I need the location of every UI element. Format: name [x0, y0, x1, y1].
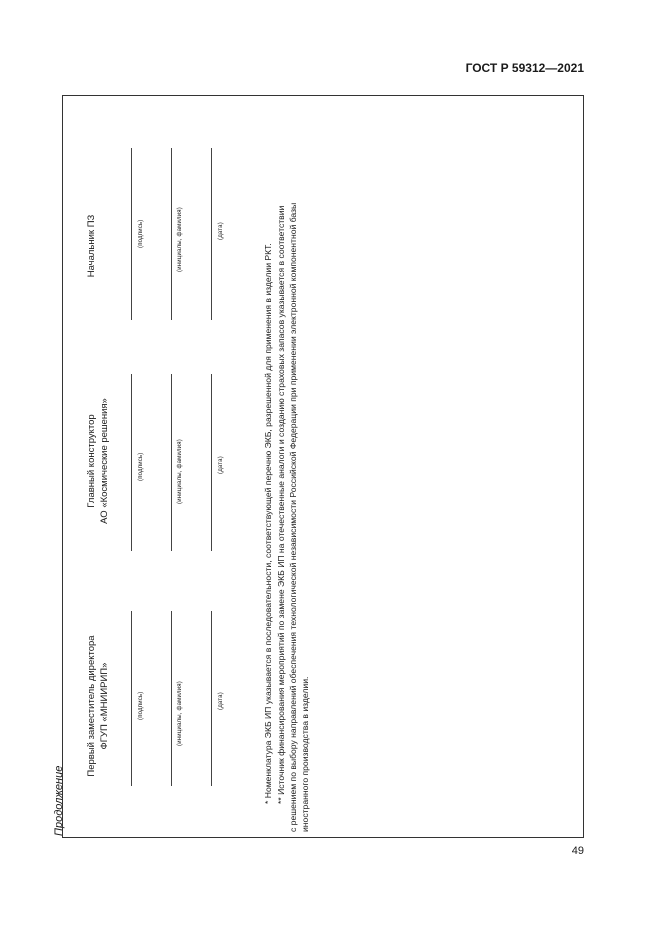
- date-3-caption: (дата): [218, 222, 224, 240]
- name-1-line: [171, 611, 172, 786]
- name-2-line: [171, 374, 172, 551]
- signature-2-line: [131, 374, 132, 551]
- page-number: 49: [571, 845, 584, 857]
- date-2-caption: (дата): [218, 456, 224, 474]
- signature-table-frame: [62, 95, 584, 838]
- footnote-2: ** Источник финансирования мероприятий по замене ЭКБ ИП на отечественные аналоги и созданию страховых запасов указывается в соответствии: [276, 205, 286, 804]
- name-2-caption: (инициалы, фамилия): [177, 439, 183, 504]
- signature-3-caption: (подпись): [138, 219, 144, 248]
- signature-1-line: [131, 611, 132, 786]
- signatory-1-title: Первый заместитель директора ФГУП «МНИИРИП»: [86, 635, 110, 777]
- standard-number: ГОСТ Р 59312—2021: [465, 61, 584, 75]
- footnote-2-continued: с решением по выбору направлений обеспечения технологической независимости Российской Федерации при применении электронной компонентной базы: [288, 202, 298, 832]
- footnote-1: * Номенклатура ЭКБ ИП указывается в последовательности, соответствующей перечню ЭКБ, разрешенной для применения в изделии РКТ.: [263, 243, 273, 804]
- date-1-line: [211, 611, 212, 786]
- signatory-2-title: Главный конструктор АО «Космические решения»: [86, 398, 110, 524]
- signatory-3-title: Начальник ПЗ: [86, 214, 97, 278]
- name-3-line: [171, 148, 172, 320]
- date-3-line: [211, 148, 212, 320]
- signature-3-line: [131, 148, 132, 320]
- signature-2-caption: (подпись): [138, 452, 144, 481]
- signature-1-caption: (подпись): [138, 691, 144, 720]
- date-1-caption: (дата): [218, 692, 224, 710]
- name-1-caption: (инициалы, фамилия): [177, 681, 183, 746]
- name-3-caption: (инициалы, фамилия): [177, 207, 183, 272]
- date-2-line: [211, 374, 212, 551]
- continuation-label: Продолжение: [53, 765, 65, 836]
- footnote-2-end: иностранного производства в изделии.: [300, 676, 310, 832]
